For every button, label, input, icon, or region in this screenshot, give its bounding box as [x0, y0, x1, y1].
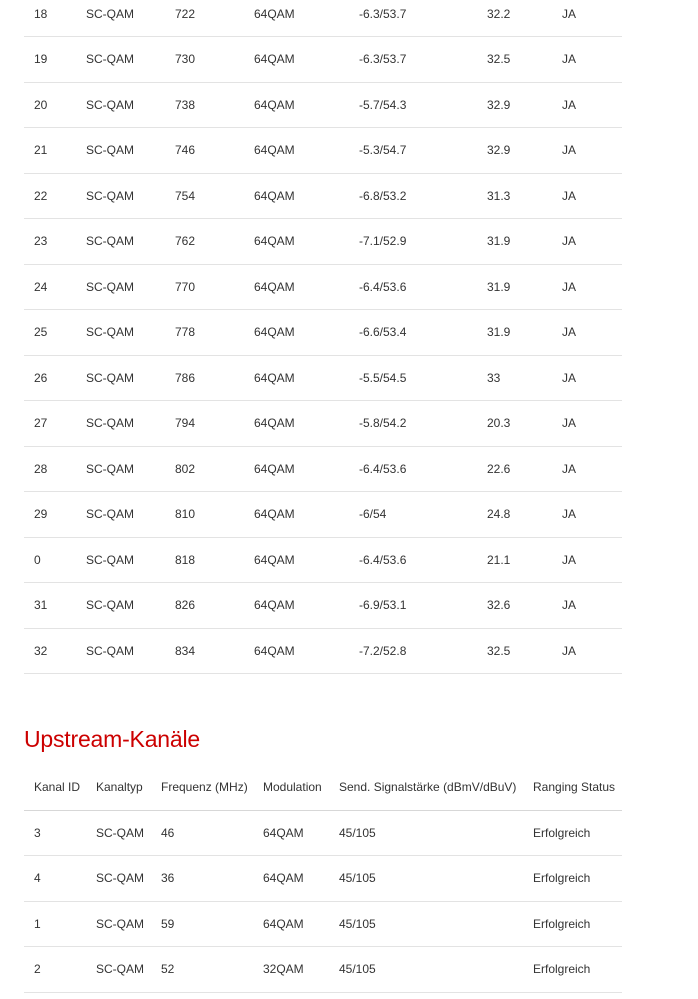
cell-mod: 64QAM — [244, 492, 349, 538]
cell-snr: 32.2 — [477, 0, 552, 37]
cell-id: 19 — [24, 37, 76, 83]
cell-mod: 64QAM — [244, 446, 349, 492]
cell-type: SC-QAM — [76, 0, 165, 37]
upstream-row — [24, 856, 622, 902]
cell-mod: 64QAM — [244, 37, 349, 83]
cell-type: SC-QAM — [76, 264, 165, 310]
cell-freq: 730 — [165, 37, 244, 83]
cell-power: -6.6/53.4 — [349, 310, 477, 356]
cell-power: 45/105 — [329, 810, 523, 856]
cell-locked: JA — [552, 310, 622, 356]
downstream-row — [24, 492, 622, 538]
cell-power: -6.3/53.7 — [349, 0, 477, 37]
cell-type: SC-QAM — [76, 537, 165, 583]
downstream-channel-table — [24, 0, 622, 674]
cell-mod: 64QAM — [253, 856, 329, 902]
cell-mod: 64QAM — [244, 310, 349, 356]
downstream-row — [24, 0, 622, 37]
cell-type: SC-QAM — [86, 856, 151, 902]
cell-id: 0 — [24, 537, 76, 583]
cell-mod: 64QAM — [244, 0, 349, 37]
cell-locked: JA — [552, 355, 622, 401]
cell-locked: JA — [552, 264, 622, 310]
cell-type: SC-QAM — [76, 82, 165, 128]
cell-id: 26 — [24, 355, 76, 401]
cell-status: Erfolgreich — [523, 856, 622, 902]
downstream-row — [24, 37, 622, 83]
cell-snr: 32.5 — [477, 628, 552, 674]
cell-snr: 20.3 — [477, 401, 552, 447]
cell-freq: 46 — [151, 810, 253, 856]
cell-id: 29 — [24, 492, 76, 538]
cell-freq: 36 — [151, 856, 253, 902]
cell-mod: 64QAM — [244, 537, 349, 583]
cell-locked: JA — [552, 446, 622, 492]
cell-power: -6.8/53.2 — [349, 173, 477, 219]
cell-freq: 794 — [165, 401, 244, 447]
cell-type: SC-QAM — [76, 355, 165, 401]
cell-id: 24 — [24, 264, 76, 310]
cell-id: 20 — [24, 82, 76, 128]
cell-freq: 786 — [165, 355, 244, 401]
cell-mod: 64QAM — [244, 628, 349, 674]
cell-freq: 59 — [151, 901, 253, 947]
cell-locked: JA — [552, 537, 622, 583]
upstream-section-title: Upstream-Kanäle — [24, 726, 200, 752]
cell-type: SC-QAM — [76, 219, 165, 265]
cell-type: SC-QAM — [86, 901, 151, 947]
cell-snr: 32.9 — [477, 128, 552, 174]
cell-freq: 762 — [165, 219, 244, 265]
cell-locked: JA — [552, 583, 622, 629]
header-transmit-power: Send. Signalstärke (dBmV/dBuV) — [329, 765, 523, 810]
cell-type: SC-QAM — [76, 446, 165, 492]
cell-id: 28 — [24, 446, 76, 492]
cell-mod: 64QAM — [244, 583, 349, 629]
cell-snr: 31.9 — [477, 310, 552, 356]
cell-status: Erfolgreich — [523, 810, 622, 856]
cell-mod: 64QAM — [244, 264, 349, 310]
cell-id: 25 — [24, 310, 76, 356]
cell-snr: 31.9 — [477, 264, 552, 310]
cell-freq: 770 — [165, 264, 244, 310]
cell-snr: 32.9 — [477, 82, 552, 128]
cell-locked: JA — [552, 401, 622, 447]
cell-id: 3 — [24, 810, 86, 856]
cell-snr: 31.9 — [477, 219, 552, 265]
cell-id: 23 — [24, 219, 76, 265]
cell-power: -6.4/53.6 — [349, 446, 477, 492]
cell-freq: 810 — [165, 492, 244, 538]
cell-mod: 64QAM — [244, 82, 349, 128]
cell-mod: 64QAM — [244, 401, 349, 447]
cell-mod: 64QAM — [244, 128, 349, 174]
cell-power: -6/54 — [349, 492, 477, 538]
cell-type: SC-QAM — [76, 401, 165, 447]
cell-id: 31 — [24, 583, 76, 629]
downstream-row — [24, 173, 622, 219]
cell-power: -6.4/53.6 — [349, 537, 477, 583]
cell-power: -5.7/54.3 — [349, 82, 477, 128]
cell-freq: 52 — [151, 947, 253, 993]
cell-freq: 738 — [165, 82, 244, 128]
cell-locked: JA — [552, 628, 622, 674]
cell-freq: 834 — [165, 628, 244, 674]
cell-id: 1 — [24, 901, 86, 947]
cell-type: SC-QAM — [76, 310, 165, 356]
cell-power: -6.4/53.6 — [349, 264, 477, 310]
upstream-channel-table — [24, 765, 622, 993]
header-ranging-status: Ranging Status — [523, 765, 622, 810]
cell-freq: 802 — [165, 446, 244, 492]
cell-mod: 64QAM — [253, 901, 329, 947]
cell-power: -6.9/53.1 — [349, 583, 477, 629]
cell-type: SC-QAM — [76, 37, 165, 83]
cell-freq: 746 — [165, 128, 244, 174]
cell-mod: 64QAM — [244, 219, 349, 265]
cell-status: Erfolgreich — [523, 947, 622, 993]
header-modulation: Modulation — [253, 765, 329, 810]
header-channel-type: Kanaltyp — [86, 765, 151, 810]
cell-snr: 33 — [477, 355, 552, 401]
downstream-row — [24, 401, 622, 447]
cell-id: 22 — [24, 173, 76, 219]
cell-freq: 826 — [165, 583, 244, 629]
cell-type: SC-QAM — [76, 173, 165, 219]
upstream-header-row — [24, 765, 622, 810]
cell-locked: JA — [552, 37, 622, 83]
cell-id: 2 — [24, 947, 86, 993]
cell-power: -5.5/54.5 — [349, 355, 477, 401]
cell-snr: 31.3 — [477, 173, 552, 219]
cell-snr: 24.8 — [477, 492, 552, 538]
downstream-row — [24, 355, 622, 401]
cell-power: -7.1/52.9 — [349, 219, 477, 265]
cell-snr: 21.1 — [477, 537, 552, 583]
cell-id: 27 — [24, 401, 76, 447]
cell-locked: JA — [552, 128, 622, 174]
cell-freq: 754 — [165, 173, 244, 219]
cell-power: -5.3/54.7 — [349, 128, 477, 174]
cell-type: SC-QAM — [76, 628, 165, 674]
cell-id: 21 — [24, 128, 76, 174]
cell-freq: 722 — [165, 0, 244, 37]
cell-mod: 64QAM — [244, 355, 349, 401]
header-channel-id: Kanal ID — [24, 765, 86, 810]
upstream-row — [24, 947, 622, 993]
cell-status: Erfolgreich — [523, 901, 622, 947]
cell-type: SC-QAM — [76, 128, 165, 174]
cell-power: 45/105 — [329, 947, 523, 993]
upstream-row — [24, 901, 622, 947]
downstream-row — [24, 583, 622, 629]
cell-mod: 64QAM — [244, 173, 349, 219]
cell-snr: 32.5 — [477, 37, 552, 83]
downstream-row — [24, 264, 622, 310]
downstream-row — [24, 310, 622, 356]
cell-power: -6.3/53.7 — [349, 37, 477, 83]
cell-snr: 32.6 — [477, 583, 552, 629]
downstream-row — [24, 628, 622, 674]
downstream-row — [24, 537, 622, 583]
cell-type: SC-QAM — [76, 583, 165, 629]
cell-mod: 64QAM — [253, 810, 329, 856]
cell-locked: JA — [552, 219, 622, 265]
cell-type: SC-QAM — [86, 810, 151, 856]
cell-freq: 778 — [165, 310, 244, 356]
cell-power: 45/105 — [329, 901, 523, 947]
upstream-row — [24, 810, 622, 856]
downstream-row — [24, 82, 622, 128]
cell-freq: 818 — [165, 537, 244, 583]
cell-locked: JA — [552, 492, 622, 538]
downstream-row — [24, 446, 622, 492]
cell-mod: 32QAM — [253, 947, 329, 993]
cell-locked: JA — [552, 0, 622, 37]
cell-type: SC-QAM — [86, 947, 151, 993]
cell-id: 4 — [24, 856, 86, 902]
cell-locked: JA — [552, 173, 622, 219]
cell-snr: 22.6 — [477, 446, 552, 492]
cell-type: SC-QAM — [76, 492, 165, 538]
cell-id: 32 — [24, 628, 76, 674]
header-frequency: Frequenz (MHz) — [151, 765, 253, 810]
cell-locked: JA — [552, 82, 622, 128]
cell-power: -5.8/54.2 — [349, 401, 477, 447]
cell-power: 45/105 — [329, 856, 523, 902]
cell-power: -7.2/52.8 — [349, 628, 477, 674]
downstream-row — [24, 219, 622, 265]
cell-id: 18 — [24, 0, 76, 37]
downstream-row — [24, 128, 622, 174]
